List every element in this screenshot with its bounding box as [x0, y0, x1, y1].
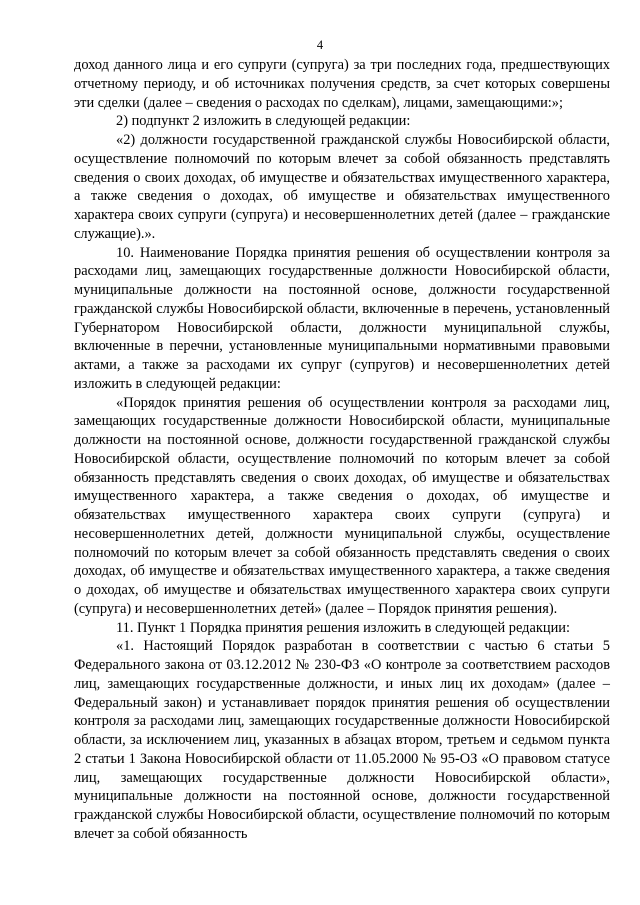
paragraph-continuation: доход данного лица и его супруги (супруга) за три последних года, предшествующих отчетному периоду, и об источниках получения средств, за счет которых совершены эти сделки (далее – сведения о расходах по сделкам), лицами, замещающими:»;	[74, 57, 610, 111]
paragraph-subitem-2-instruction: 2) подпункт 2 изложить в следующей редакции:	[116, 113, 411, 130]
paragraph-item-10: 10. Наименование Порядка принятия решения об осуществлении контроля за расходами лиц, замещающих государственные должности Новосибирской области, муниципальные должности на постоянной основе, должности государственной гражданской службы Новосибирской области, включенные в перечень, установленный Губернатором Новосибирской области, должности муниципальной службы, включенные в перечни, установленные муниципальными нормативными правовыми актами, а также за расходами их супруг (супругов) и несовершеннолетних детей изложить в следующей редакции:	[74, 244, 610, 392]
paragraph-subitem-2-text: «2) должности государственной гражданской службы Новосибирской области, осуществление полномочий по которым влечет за собой обязанность представлять сведения о своих доходах, об имуществе и обязательствах имущественного характера, а также сведения о доходах, об имуществе и обязательствах имущественного характера своих супруги (супруга) и несовершеннолетних детей (далее – гражданские служащие).».	[74, 132, 610, 242]
paragraph-item-11-text: «1. Настоящий Порядок разработан в соответствии с частью 6 статьи 5 Федерального закона от 03.12.2012 № 230-ФЗ «О контроле за соответствием расходов лиц, замещающих государственные должности, и иных лиц их доходам» (далее – Федеральный закон) и устанавливает порядок принятия решения об осуществлении контроля за расходами лиц, замещающих государственные должности Новосибирской области, за исключением лиц, указанных в абзацах втором, третьем и седьмом пункта 2 статьи 1 Закона Новосибирской области от 11.05.2000 № 95-ОЗ «О правовом статусе лиц, замещающих государственные должности Новосибирской области», муниципальные должности на постоянной основе, должности государственной гражданской службы Новосибирской области, осуществление полномочий по которым влечет за собой обязанность	[74, 638, 610, 842]
paragraph-item-10-new-title: «Порядок принятия решения об осуществлении контроля за расходами лиц, замещающих государственные должности Новосибирской области, муниципальные должности на постоянной основе, должности государственной гражданской службы Новосибирской области, осуществление полномочий по которым влечет за собой обязанность представлять сведения о своих доходах, об имуществе и обязательствах имущественного характера, а также сведения о доходах, об имуществе и обязательствах имущественного характера своих супруги (супруга) и несовершеннолетних детей, должности муниципальной службы, осуществление полномочий по которым влечет за собой обязанность представлять сведения о своих доходах, об имуществе и обязательствах имущественного характера, а также сведения о доходах, об имуществе и обязательствах имущественного характера своих супруги (супруга) и несовершеннолетних детей» (далее – Порядок принятия решения).	[74, 394, 610, 617]
page-number: 4	[316, 38, 324, 52]
document-body	[74, 56, 610, 844]
paragraph-item-11: 11. Пункт 1 Порядка принятия решения изложить в следующей редакции:	[116, 619, 570, 636]
